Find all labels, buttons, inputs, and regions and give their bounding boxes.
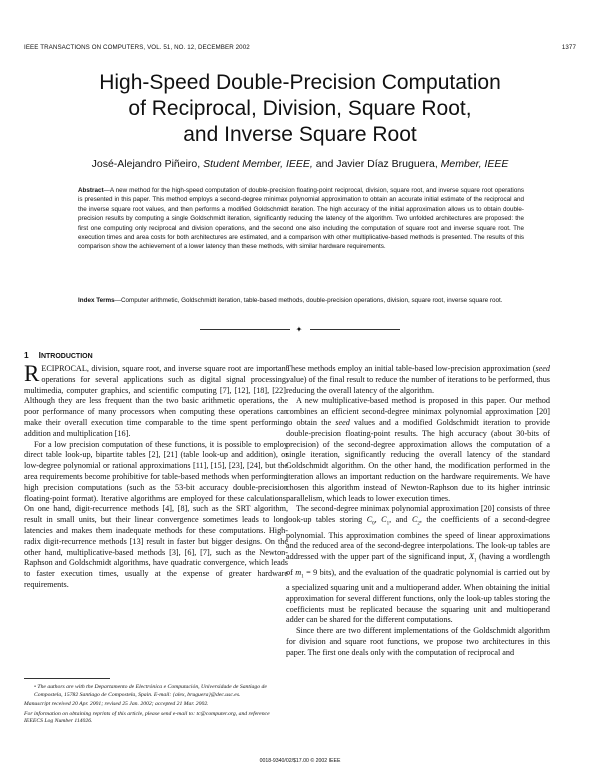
footnotes	[24, 684, 288, 728]
divider-diamond-icon: ✦	[295, 325, 303, 334]
right-paragraph-2	[286, 396, 550, 504]
page-number: 1377	[561, 44, 576, 51]
intro-paragraph-2: For a low precision computation of these functions, it is possible to employ direct table look-up, bipartite tables [2], [21] (table look-up and addition), or low-degree polynomial or rational approximations [11], [15], [23], [24], but the area requirements become prohibitive for table-based methods when performing high precision computations (such as the 53-bit accuracy double-precision floating-point format). Iterative algorithms are employed for these calculations. On one hand, digit-recurrence methods [4], [8], such as the SRT algorithm, result in small units, but their linear convergence sometimes leads to long latencies and makes them inadequate methods for these computations. High-radix digit-recurrence methods [13] result in faster but bigger designs. On the other hand, multiplicative-based methods [3], [6], [7], such as the Newton-Raphson and Goldschmidt algorithms, have quadratic convergence, which leads to faster execution times, usually at the expense of greater hardware requirements.	[24, 439, 288, 589]
coef-c1-sub: 1	[386, 521, 390, 527]
var-x-sub: 1	[474, 558, 477, 564]
drop-cap: R	[24, 361, 40, 386]
section-title-rest: NTRODUCTION	[40, 353, 93, 360]
right-p3-and: , and	[389, 515, 412, 525]
footnote-reprints: For information on obtaining reprints of this article, please send e-mail to: tc@computer.org, and reference IEEECS Log Number 114026.	[24, 710, 270, 725]
index-terms	[78, 296, 524, 305]
intro-p1-text: , division, square root, and inverse square root are important operations for several applications such as digital signal processing, multimedia, computer graphics, and scientific computing [7], [12], [18], [22]. Although they are less frequent than the two basic arithmetic operations, the poor performance of many processors when computing these operations can make their overall execution time comparable to the time spent performing addition and multiplication [16].	[24, 364, 288, 438]
coef-c0-sub: 0	[372, 521, 375, 527]
intro-first-word: ECIPROCAL	[41, 364, 87, 373]
right-p3-text-d: = 9 bits), and the evaluation of the quadratic polynomial is carried out by a specialized squaring unit and a multioperand adder. When obtaining the initial approximation for several different functions, only the look-up tables storing the coefficients must be replicated because the squaring unit and multioperand adder can be shared for the different computations.	[286, 567, 550, 625]
abstract-label: Abstract	[78, 187, 104, 194]
right-p3-text-c: (having a wordlength of	[286, 552, 550, 577]
var-x: X	[468, 552, 474, 562]
title-line-1: High-Speed Double-Precision Computation	[99, 71, 501, 94]
footnote-rule	[24, 678, 110, 679]
right-p1-text-b: value) of the final result to reduce the number of iterations to be performed, thus reducing the overall latency of the algorithm.	[286, 374, 550, 395]
coef-c1: C	[381, 515, 387, 525]
right-p3-text-a: The second-degree minimax polynomial approximation [20] consists of three look-up tables storing	[286, 504, 550, 525]
right-paragraph-3	[286, 504, 550, 626]
right-p1-seed: seed	[535, 364, 550, 373]
author-1-role: Student Member, IEEE,	[203, 158, 313, 170]
right-p3-comma: ,	[374, 515, 382, 525]
coef-c2: C	[411, 515, 418, 525]
left-column	[24, 361, 288, 591]
copyright-line: 0018-9340/02/$17.00 © 2002 IEEE	[259, 758, 341, 764]
var-m-sub: 1	[301, 574, 304, 580]
title-line-2: of Reciprocal, Division, Square Root,	[128, 97, 472, 120]
running-header: IEEE TRANSACTIONS ON COMPUTERS, VOL. 51, NO. 12, DECEMBER 2002	[24, 44, 250, 51]
author-connector: and Javier Díaz Bruguera,	[315, 158, 438, 170]
index-terms-label: Index Terms	[78, 297, 115, 304]
var-m: m	[295, 567, 302, 577]
coef-c2-sub: 2	[417, 521, 420, 527]
right-paragraph-1	[286, 364, 550, 396]
divider-line-right	[310, 329, 400, 330]
right-p2-text-b: values and a modified Goldschmidt iteration to provide double-precision floating-point results. The high accuracy (about 30-bits of precision) of the second-degree approximation allows the computation of a single iteration, significantly reducing the overall latency of the standard Goldschmidt algorithm. On the other hand, the modification performed in the iteration allows an important reduction on the hardware requirements. We have chosen this algorithm instead of Newton-Raphson due to its higher intrinsic parallelism, which leads to lower execution times.	[286, 417, 550, 503]
coef-c0: C	[366, 515, 373, 525]
intro-paragraph-1	[24, 361, 288, 440]
section-heading	[24, 350, 93, 360]
abstract	[78, 186, 524, 252]
author-2-role: Member, IEEE	[440, 158, 509, 170]
right-column	[286, 364, 550, 659]
right-p2-seed: seed	[335, 417, 350, 427]
right-p2-text-a: A new multiplicative-based method is proposed in this paper. Our method combines an efficient second-degree minimax polynomial approximation [20] to obtain the	[286, 396, 550, 427]
right-p3-text-b: , the coefficients of a second-degree polynomial. This approximation combines the speed of linear approximations and the reduced area of the second-degree interpolations. The look-up tables are addressed with the upper part of the significand input,	[286, 515, 551, 562]
right-paragraph-4: Since there are two different implementations of the Goldschmidt algorithm for division and square root functions, we propose two architectures in this paper. The first one deals only with the computation of reciprocal and	[286, 626, 550, 657]
footnote-affiliation: • The authors are with the Departamento de Electrónica e Computación, Universidade de Santiago de Compostela, 15782 Santiago de Compostela, Spain. E-mail: {alex, bruguera}@dec.usc.es.	[34, 684, 267, 698]
divider-line-left	[200, 329, 290, 330]
author-line	[0, 158, 600, 170]
section-number: 1	[24, 350, 29, 360]
author-1: José-Alejandro Piñeiro,	[91, 158, 201, 170]
index-terms-text: —Computer arithmetic, Goldschmidt iteration, table-based methods, double-precision operations, division, square root, inverse square root.	[114, 297, 503, 304]
section-divider	[200, 325, 400, 335]
title-line-3: and Inverse Square Root	[183, 123, 417, 146]
paper-title	[0, 70, 600, 148]
abstract-text: —A new method for the high-speed computation of double-precision floating-point reciprocal, division, square root, and inverse square root operations is presented in this paper. This method employs a second-degree minimax polynomial approximation to obtain an accurate initial estimate of the reciprocal and the inverse square root values, and then performs a modified Goldschmidt iteration. The high accuracy of the initial approximation allows us to obtain double-precision results by computing a single Goldschmidt iteration, significantly reducing the latency of the algorithm. Two unfolded architectures are proposed: the first one computing only reciprocal and division operations, and the second one also including the computation of square root and inverse square root. The execution times and area costs for both architectures are estimated, and a comparison with other multiplicative-based methods is presented. The results of this comparison show the achievement of a lower latency than these methods, with similar hardware requirements.	[78, 187, 524, 251]
right-p1-text-a: These methods employ an initial table-based low-precision approximation (	[286, 364, 536, 373]
section-title-initial: I	[38, 350, 41, 360]
footnote-dates: Manuscript received 20 Apr. 2001; revised 25 Jan. 2002; accepted 21 Mar. 2002.	[24, 701, 209, 708]
